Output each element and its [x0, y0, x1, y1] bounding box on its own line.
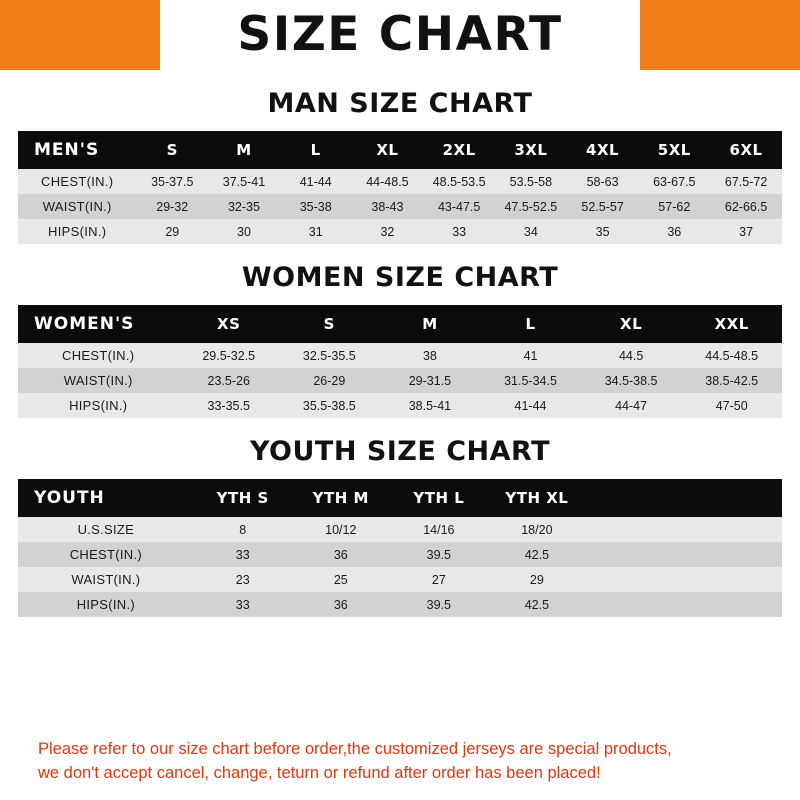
- header-band: [0, 0, 800, 70]
- cell: 41: [523, 348, 538, 363]
- table-row: [18, 393, 782, 418]
- table-man-header: [18, 131, 782, 169]
- cell: 41-44: [514, 398, 547, 413]
- row-label: CHEST(IN.): [62, 348, 135, 363]
- cell: 67.5-72: [724, 174, 768, 189]
- column-header: XS: [217, 315, 241, 333]
- cell: 38.5-42.5: [705, 373, 759, 388]
- table-header-row: [18, 305, 782, 343]
- column-header: YTH L: [413, 489, 465, 507]
- cell: 14/16: [423, 522, 455, 537]
- cell: 47-50: [715, 398, 748, 413]
- column-header: 2XL: [442, 141, 476, 159]
- cell: 32: [380, 224, 395, 239]
- cell: 34: [523, 224, 538, 239]
- column-header-empty: [586, 479, 684, 517]
- section-women: [18, 252, 782, 418]
- cell: 25: [333, 572, 348, 587]
- cell: 37: [739, 224, 754, 239]
- cell: 38-43: [371, 199, 404, 214]
- cell: 35: [595, 224, 610, 239]
- column-header: XL: [620, 315, 643, 333]
- row-header-label-men: MEN'S: [34, 140, 100, 160]
- cell: 44-47: [615, 398, 648, 413]
- cell: 44-48.5: [366, 174, 409, 189]
- table-header-row: [18, 479, 782, 517]
- table-man-body: [18, 169, 782, 244]
- table-youth-size: [18, 479, 782, 617]
- cell: 23: [235, 572, 250, 587]
- table-row: [18, 517, 782, 542]
- cell: 32-35: [227, 199, 260, 214]
- cell: 29.5-32.5: [202, 348, 256, 363]
- cell: 36: [667, 224, 682, 239]
- cell: 57-62: [658, 199, 691, 214]
- cell: 39.5: [426, 597, 451, 612]
- cell: 27: [431, 572, 446, 587]
- column-header: 6XL: [729, 141, 763, 159]
- table-header-row: [18, 131, 782, 169]
- cell: 47.5-52.5: [504, 199, 558, 214]
- cell-empty: [586, 567, 684, 592]
- cell-empty: [586, 517, 684, 542]
- cell: 18/20: [521, 522, 553, 537]
- row-header-label-women: WOMEN'S: [34, 314, 135, 334]
- cell: 62-66.5: [724, 199, 768, 214]
- section-youth: [18, 426, 782, 617]
- column-header-empty: [684, 479, 782, 517]
- cell: 52.5-57: [581, 199, 624, 214]
- table-row: [18, 542, 782, 567]
- cell: 33: [235, 547, 250, 562]
- cell: 10/12: [325, 522, 357, 537]
- cell: 36: [333, 547, 348, 562]
- header-accent-right: [640, 0, 800, 70]
- cell-empty: [684, 592, 782, 617]
- column-header: M: [422, 315, 438, 333]
- cell: 63-67.5: [653, 174, 696, 189]
- cell: 33: [452, 224, 467, 239]
- table-women-size: [18, 305, 782, 418]
- table-row: [18, 368, 782, 393]
- section-title-youth: YOUTH SIZE CHART: [249, 436, 551, 467]
- cell: 36: [333, 597, 348, 612]
- cell: 35.5-38.5: [302, 398, 356, 413]
- column-header: M: [236, 141, 252, 159]
- table-row: [18, 567, 782, 592]
- header-accent-left: [0, 0, 160, 70]
- cell: 35-37.5: [151, 174, 194, 189]
- row-label: WAIST(IN.): [71, 572, 141, 587]
- cell: 44.5: [618, 348, 644, 363]
- cell: 42.5: [524, 597, 550, 612]
- cell: 29: [529, 572, 544, 587]
- table-women-body: [18, 343, 782, 418]
- cell: 42.5: [524, 547, 550, 562]
- cell: 29: [165, 224, 180, 239]
- cell-empty: [586, 592, 684, 617]
- row-label: CHEST(IN.): [69, 547, 143, 562]
- table-row: [18, 194, 782, 219]
- cell: 23.5-26: [207, 373, 250, 388]
- cell: 8: [239, 522, 247, 537]
- cell: 39.5: [426, 547, 451, 562]
- cell: 43-47.5: [437, 199, 481, 214]
- cell: 38.5-41: [408, 398, 452, 413]
- cell: 32.5-35.5: [302, 348, 356, 363]
- cell: 26-29: [313, 373, 346, 388]
- section-title-women: WOMEN SIZE CHART: [241, 262, 559, 293]
- cell: 29-31.5: [408, 373, 452, 388]
- column-header: 4XL: [586, 141, 620, 159]
- footer-disclaimer: [18, 728, 782, 800]
- row-label: HIPS(IN.): [76, 597, 136, 612]
- row-label: HIPS(IN.): [48, 224, 107, 239]
- column-header: S: [323, 315, 335, 333]
- column-header: YTH XL: [505, 489, 569, 507]
- footer-line-2: we don't accept cancel, change, teturn or refund after order has been placed!: [38, 764, 601, 783]
- table-row: [18, 592, 782, 617]
- table-row: [18, 169, 782, 194]
- cell: 31: [308, 224, 323, 239]
- cell: 58-63: [586, 174, 619, 189]
- table-youth-body: [18, 517, 782, 617]
- table-row: [18, 343, 782, 368]
- row-label: CHEST(IN.): [41, 174, 114, 189]
- cell: 31.5-34.5: [504, 373, 557, 388]
- column-header: YTH S: [216, 489, 269, 507]
- row-label: U.S.SIZE: [77, 522, 135, 537]
- row-label: WAIST(IN.): [42, 199, 112, 214]
- cell: 33: [235, 597, 250, 612]
- table-man-size: [18, 131, 782, 244]
- column-header: 5XL: [657, 141, 691, 159]
- table-women-header: [18, 305, 782, 343]
- column-header: S: [166, 141, 178, 159]
- column-header: L: [525, 315, 536, 333]
- cell-empty: [586, 542, 684, 567]
- cell: 33-35.5: [207, 398, 250, 413]
- cell: 37.5-41: [222, 174, 266, 189]
- row-header-label-youth: YOUTH: [34, 488, 105, 508]
- cell: 30: [237, 224, 251, 239]
- cell: 34.5-38.5: [604, 373, 658, 388]
- page-title: SIZE CHART: [237, 7, 563, 62]
- cell: 41-44: [299, 174, 332, 189]
- column-header: XL: [376, 141, 399, 159]
- section-man: [18, 78, 782, 244]
- footer-line-1: Please refer to our size chart before order,the customized jerseys are special products,: [38, 740, 672, 759]
- table-youth-header: [18, 479, 782, 517]
- cell: 48.5-53.5: [432, 174, 486, 189]
- row-label: WAIST(IN.): [63, 373, 133, 388]
- cell-empty: [684, 517, 782, 542]
- cell-empty: [684, 567, 782, 592]
- column-header: YTH M: [312, 489, 369, 507]
- cell: 53.5-58: [509, 174, 553, 189]
- table-row: [18, 219, 782, 244]
- cell: 29-32: [156, 199, 189, 214]
- cell: 35-38: [299, 199, 332, 214]
- section-title-man: MAN SIZE CHART: [267, 88, 533, 119]
- column-header: XXL: [714, 315, 749, 333]
- cell: 38: [422, 348, 437, 363]
- row-label: HIPS(IN.): [69, 398, 128, 413]
- column-header: 3XL: [514, 141, 548, 159]
- column-header: L: [310, 141, 321, 159]
- cell-empty: [684, 542, 782, 567]
- cell: 44.5-48.5: [705, 348, 759, 363]
- charts-container: [0, 70, 800, 800]
